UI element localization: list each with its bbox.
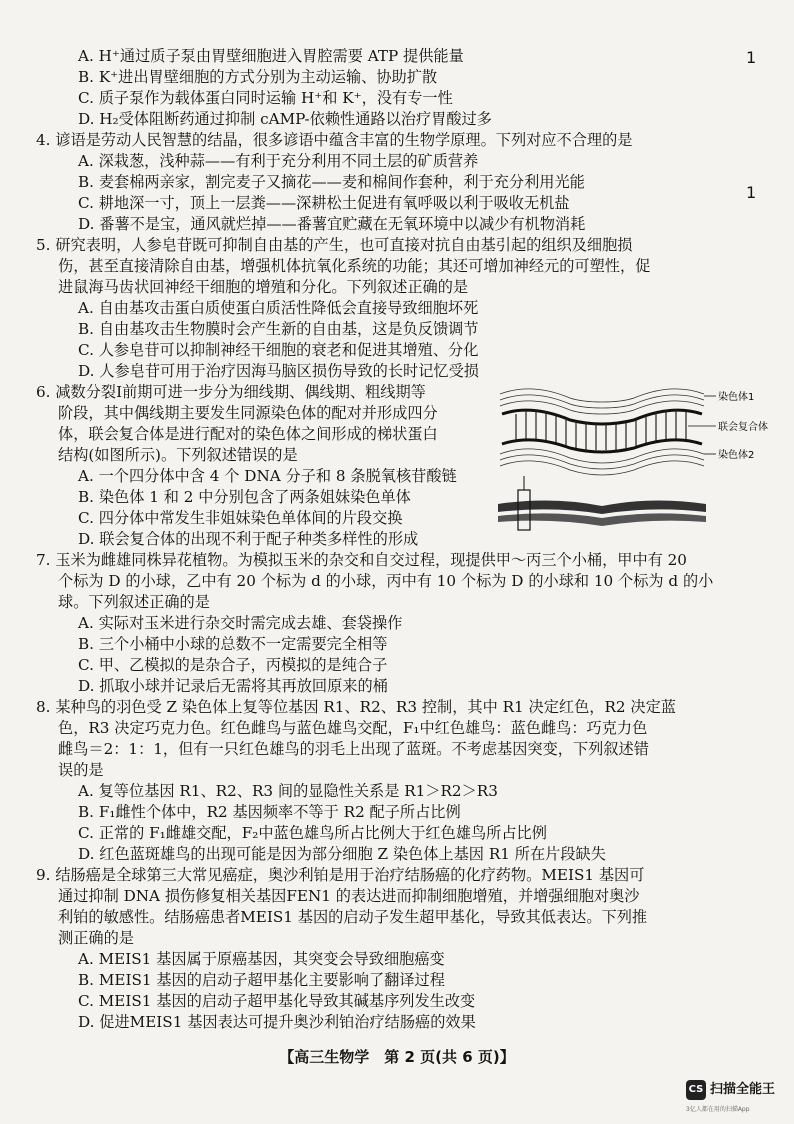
q8-stem-line4: 误的是 bbox=[58, 761, 104, 779]
q9-option-d: D. 促进MEIS1 基因表达可提升奥沙利铂治疗结肠癌的效果 bbox=[78, 1013, 476, 1031]
q8-stem-line2: 色，R3 决定巧克力色。红色雌鸟与蓝色雄鸟交配，F₁中红色雄鸟：蓝色雌鸟：巧克力色 bbox=[58, 719, 648, 737]
q5-option-a: A. 自由基攻击蛋白质使蛋白质活性降低会直接导致细胞坏死 bbox=[78, 299, 479, 317]
complex-rungs bbox=[516, 410, 686, 450]
q6-option-c: C. 四分体中常发生非姐妹染色单体间的片段交换 bbox=[78, 509, 403, 527]
q7-stem-line3: 球。下列叙述正确的是 bbox=[58, 593, 210, 611]
q3-option-b: B. K⁺进出胃壁细胞的方式分别为主动运输、协助扩散 bbox=[78, 68, 438, 86]
q5-stem-line3: 进鼠海马齿状回神经干细胞的增殖和分化。下列叙述正确的是 bbox=[58, 278, 469, 296]
q3-option-d: D. H₂受体阻断药通过抑制 cAMP-依赖性通路以治疗胃酸过多 bbox=[78, 110, 492, 128]
q4-option-c: C. 耕地深一寸，顶上一层粪——深耕松土促进有氧呼吸以利于吸收无机盐 bbox=[78, 194, 570, 212]
label-chromosome-2: 染色体2 bbox=[718, 450, 755, 461]
synaptonemal-complex-figure bbox=[492, 380, 768, 540]
q7-option-c: C. 甲、乙模拟的是杂合子，丙模拟的是纯合子 bbox=[78, 656, 388, 674]
label-synaptonemal-complex: 联会复合体 bbox=[718, 422, 768, 433]
scanner-watermark bbox=[686, 1078, 788, 1120]
q9-stem-line2: 通过抑制 DNA 损伤修复相关基因FEN1 的表达进而抑制细胞增殖，并增强细胞对奥沙 bbox=[58, 887, 640, 905]
q6-option-a: A. 一个四分体中含 4 个 DNA 分子和 8 条脱氧核苷酸链 bbox=[78, 467, 457, 485]
paired-chromosomes bbox=[498, 500, 706, 526]
q9-option-c: C. MEIS1 基因的启动子超甲基化导致其碱基序列发生改变 bbox=[78, 992, 476, 1010]
page-footer: 【高三生物学 第 2 页(共 6 页)】 bbox=[279, 1048, 515, 1066]
q8-option-c: C. 正常的 F₁雌雄交配，F₂中蓝色雄鸟所占比例大于红色雄鸟所占比例 bbox=[78, 824, 547, 842]
q3-option-c: C. 质子泵作为载体蛋白同时运输 H⁺和 K⁺，没有专一性 bbox=[78, 89, 453, 107]
q5-stem-line2: 伤，甚至直接清除自由基，增强机体抗氧化系统的功能；其还可增加神经元的可塑性，促 bbox=[58, 257, 651, 275]
q8-stem-line1: 8. 某种鸟的羽色受 Z 染色体上复等位基因 R1、R2、R3 控制，其中 R1 决定红色，R2 决定蓝 bbox=[36, 698, 676, 716]
q4-option-a: A. 深栽葱，浅种蒜——有利于充分利用不同土层的矿质营养 bbox=[78, 152, 479, 170]
q6-stem-line1: 6. 减数分裂Ⅰ前期可进一步分为细线期、偶线期、粗线期等 bbox=[36, 383, 426, 401]
scanner-logo-icon: CS bbox=[686, 1080, 706, 1100]
q6-option-d: D. 联会复合体的出现不利于配子种类多样性的形成 bbox=[78, 530, 419, 548]
q8-stem-line3: 雌鸟＝2：1：1，但有一只红色雄鸟的羽毛上出现了蓝斑。不考虑基因突变，下列叙述错 bbox=[58, 740, 649, 758]
q3-option-a: A. H⁺通过质子泵由胃壁细胞进入胃腔需要 ATP 提供能量 bbox=[78, 47, 464, 65]
scanner-app-name: 扫描全能王 bbox=[710, 1082, 776, 1097]
scanner-tagline: 3亿人都在用的扫描App bbox=[686, 1106, 750, 1113]
q7-option-b: B. 三个小桶中小球的总数不一定需要完全相等 bbox=[78, 635, 388, 653]
q6-stem-line4: 结构(如图所示)。下列叙述错误的是 bbox=[58, 446, 298, 464]
q6-stem-line3: 体，联会复合体是进行配对的染色体之间形成的梯状蛋白 bbox=[58, 425, 438, 443]
q7-stem-line1: 7. 玉米为雌雄同株异花植物。为模拟玉米的杂交和自交过程，现提供甲～丙三个小桶，甲中有 20 bbox=[36, 551, 687, 569]
q9-option-b: B. MEIS1 基因的启动子超甲基化主要影响了翻译过程 bbox=[78, 971, 445, 989]
label-chromosome-1: 染色体1 bbox=[718, 392, 755, 403]
q4-stem: 4. 谚语是劳动人民智慧的结晶，很多谚语中蕴含丰富的生物学原理。下列对应不合理的是 bbox=[36, 131, 633, 149]
q8-option-b: B. F₁雌性个体中，R2 基因频率不等于 R2 配子所占比例 bbox=[78, 803, 461, 821]
q5-option-b: B. 自由基攻击生物膜时会产生新的自由基，这是负反馈调节 bbox=[78, 320, 479, 338]
q9-option-a: A. MEIS1 基因属于原癌基因，其突变会导致细胞癌变 bbox=[78, 950, 445, 968]
q8-option-d: D. 红色蓝斑雄鸟的出现可能是因为部分细胞 Z 染色体上基因 R1 所在片段缺失 bbox=[78, 845, 606, 863]
chromosome-1-axis bbox=[502, 410, 702, 424]
side-mark-2: 1 bbox=[746, 183, 757, 202]
q8-option-a: A. 复等位基因 R1、R2、R3 间的显隐性关系是 R1＞R2＞R3 bbox=[78, 782, 498, 800]
q5-stem-line1: 5. 研究表明，人参皂苷既可抑制自由基的产生，也可直接对抗自由基引起的组织及细胞损 bbox=[36, 236, 633, 254]
synaptonemal-complex-diagram bbox=[492, 380, 768, 540]
q6-stem-line2: 阶段，其中偶线期主要发生同源染色体的配对并形成四分 bbox=[58, 404, 438, 422]
q9-stem-line3: 利铂的敏感性。结肠癌患者MEIS1 基因的启动子发生超甲基化，导致其低表达。下列推 bbox=[58, 908, 648, 926]
q7-option-a: A. 实际对玉米进行杂交时需完成去雄、套袋操作 bbox=[78, 614, 403, 632]
q9-stem-line1: 9. 结肠癌是全球第三大常见癌症，奥沙利铂是用于治疗结肠癌的化疗药物。MEIS1 基因可 bbox=[36, 866, 645, 884]
q4-option-b: B. 麦套棉两亲家，割完麦子又摘花——麦和棉间作套种，利于充分利用光能 bbox=[78, 173, 585, 191]
q4-option-d: D. 番薯不是宝，通风就烂掉——番薯宜贮藏在无氧环境中以减少有机物消耗 bbox=[78, 215, 586, 233]
chromosome-2-axis bbox=[502, 440, 702, 452]
q7-stem-line2: 个标为 D 的小球，乙中有 20 个标为 d 的小球，丙中有 10 个标为 D 的小球和 10 个标为 d 的小 bbox=[58, 572, 714, 590]
q6-option-b: B. 染色体 1 和 2 中分别包含了两条姐妹染色单体 bbox=[78, 488, 411, 506]
q9-stem-line4: 测正确的是 bbox=[58, 929, 134, 947]
side-mark-1: 1 bbox=[746, 48, 757, 67]
q5-option-c: C. 人参皂苷可以抑制神经干细胞的衰老和促进其增殖、分化 bbox=[78, 341, 479, 359]
q7-option-d: D. 抓取小球并记录后无需将其再放回原来的桶 bbox=[78, 677, 388, 695]
q5-option-d: D. 人参皂苷可用于治疗因海马脑区损伤导致的长时记忆受损 bbox=[78, 362, 479, 380]
